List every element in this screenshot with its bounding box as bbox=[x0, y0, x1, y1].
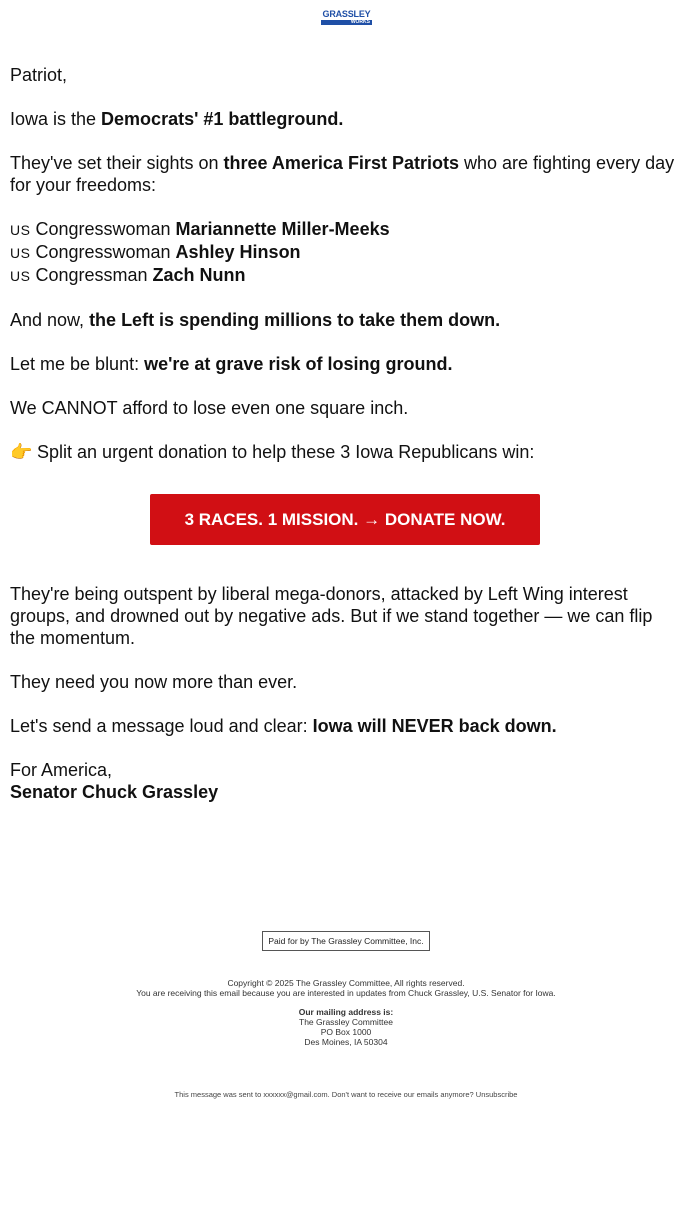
mailing-org: The Grassley Committee bbox=[299, 1017, 393, 1027]
email-footer bbox=[0, 931, 692, 1100]
member-item: US Congresswoman Ashley Hinson bbox=[10, 242, 301, 262]
unsubscribe-link[interactable]: Unsubscribe bbox=[475, 1090, 518, 1099]
paragraph-battleground: Iowa is the Democrats' #1 battleground. bbox=[10, 109, 344, 129]
pointing-hand-icon: 👉 bbox=[10, 442, 33, 462]
us-flag-icon: US bbox=[10, 222, 31, 238]
paragraph-cannot-afford: We CANNOT afford to lose even one square inch. bbox=[10, 398, 409, 418]
paragraph-split-donation: 👉 Split an urgent donation to help these 3 Iowa Republicans win: bbox=[10, 442, 535, 462]
paragraph-never-back-down: Let's send a message loud and clear: Iowa will NEVER back down. bbox=[10, 716, 557, 736]
members-list bbox=[10, 218, 680, 287]
copyright-text: Copyright © 2025 The Grassley Committee, All rights reserved. bbox=[227, 978, 465, 988]
paragraph-left-spending: And now, the Left is spending millions to take them down. bbox=[10, 310, 501, 330]
grassley-works-logo bbox=[321, 10, 372, 26]
donate-now-button[interactable]: 3 RACES. 1 MISSION. → DONATE NOW. bbox=[150, 494, 540, 545]
mailing-po-box: PO Box 1000 bbox=[320, 1027, 372, 1037]
paragraph-grave-risk: Let me be blunt: we're at grave risk of losing ground. bbox=[10, 354, 453, 374]
member-item: US Congressman Zach Nunn bbox=[10, 265, 246, 285]
us-flag-icon: US bbox=[10, 268, 31, 284]
receiving-reason: You are receiving this email because you are interested in updates from Chuck Grassley, U.S. Senator for Iowa. bbox=[136, 988, 556, 998]
cta-container bbox=[10, 494, 680, 545]
logo-line2: WORKS bbox=[321, 20, 372, 25]
signature: Senator Chuck Grassley bbox=[10, 782, 219, 802]
signoff-block: For America, Senator Chuck Grassley bbox=[10, 760, 219, 802]
mailing-label: Our mailing address is: bbox=[298, 1007, 394, 1017]
greeting: Patriot, bbox=[10, 65, 68, 85]
paragraph-outspent: They're being outspent by liberal mega-donors, attacked by Left Wing interest groups, and drowned out by negative ads. But if we stand together — we can flip the momentum. bbox=[10, 584, 653, 648]
member-item: US Congresswoman Mariannette Miller-Meeks bbox=[10, 219, 390, 239]
logo-line1: GRASSLEY bbox=[322, 9, 371, 19]
paid-for-disclaimer: Paid for by The Grassley Committee, Inc. bbox=[262, 931, 429, 951]
mailing-address bbox=[0, 1007, 692, 1047]
copyright-block bbox=[0, 978, 692, 998]
paragraph-three-patriots: They've set their sights on three America First Patriots who are fighting every day for your freedoms: bbox=[10, 153, 675, 195]
email-body bbox=[10, 64, 680, 825]
unsubscribe-line: This message was sent to xxxxxx@gmail.com. Don't want to receive our emails anymore? Unsubscribe bbox=[174, 1090, 518, 1099]
paragraph-need-you: They need you now more than ever. bbox=[10, 672, 298, 692]
us-flag-icon: US bbox=[10, 245, 31, 261]
mailing-city: Des Moines, IA 50304 bbox=[304, 1037, 388, 1047]
